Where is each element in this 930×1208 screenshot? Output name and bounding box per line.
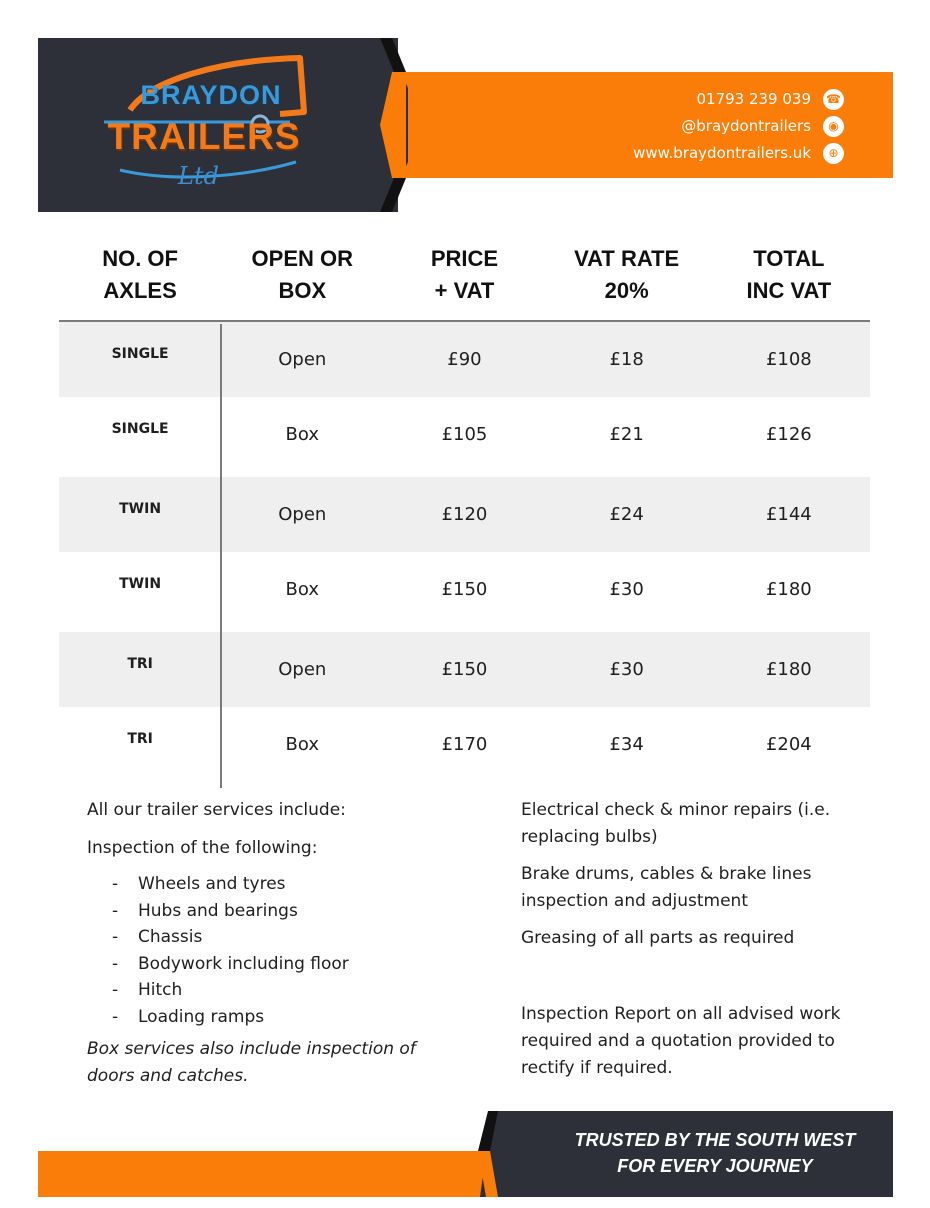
service-report: Inspection Report on all advised work required and a quotation provided to rectify if required. [521,1004,841,1078]
cell-vat: £34 [609,734,644,755]
contact-phone-row[interactable] [633,86,844,113]
table-row [59,477,870,552]
header-chevron-decoration [370,38,410,212]
cell-axles: TWIN [119,501,162,517]
table-row [59,322,870,397]
contact-social-row[interactable] [633,113,844,140]
cell-axles: SINGLE [111,421,169,437]
brand-name-line1: BRAYDON [140,80,282,110]
inspection-list [112,871,467,1030]
website-link[interactable]: www.braydontrailers.uk [633,144,811,162]
cell-total: £108 [765,349,812,370]
table-row [59,397,870,477]
list-item: - Hubs and bearings [112,900,298,921]
cell-vat: £21 [609,424,644,445]
table-header [59,240,870,322]
cell-price: £150 [441,659,488,680]
service-electrical: Electrical check & minor repairs (i.e. replacing bulbs) [521,800,831,847]
cell-total: £204 [765,734,812,755]
inspection-heading: Inspection of the following: [87,838,318,858]
list-item: - Loading ramps [112,1006,265,1027]
cell-total: £180 [765,579,812,600]
col-header-total: TOTAL INC VAT [746,246,832,303]
cell-type: Box [285,734,320,755]
cell-total: £144 [765,504,812,525]
list-item: - Hitch [112,980,183,1000]
cell-type: Open [278,504,327,525]
cell-axles: TRI [127,731,153,747]
footer-chevron-decoration [476,1111,516,1197]
col-header-vat: VAT RATE 20% [574,246,680,303]
services-intro: All our trailer services include: [87,800,346,820]
cell-vat: £30 [609,659,644,680]
footer-orange-band [38,1151,513,1197]
cell-price: £170 [441,734,488,755]
cell-total: £126 [765,424,812,445]
services-right-column [521,797,861,1082]
cell-axles: TRI [127,656,153,672]
col-header-type: OPEN OR BOX [251,246,354,303]
social-handle[interactable]: @braydontrailers [681,117,811,135]
phone-number[interactable]: 01793 239 039 [696,90,811,108]
globe-icon: ⊕ [823,143,844,164]
services-left-column [87,797,467,1090]
brand-name-line2: TRAILERS [107,116,301,157]
table-row [59,632,870,707]
service-brakes: Brake drums, cables & brake lines inspection and adjustment [521,864,812,911]
cell-price: £120 [441,504,488,525]
cell-type: Open [278,659,327,680]
phone-icon: ☎ [823,89,844,110]
cell-price: £105 [441,424,488,445]
table-column-divider [220,324,222,788]
table-row [59,707,870,787]
footer-tagline [540,1127,890,1179]
cell-price: £90 [447,349,482,370]
col-header-price: PRICE + VAT [430,246,499,303]
cell-type: Open [278,349,327,370]
service-greasing: Greasing of all parts as required [521,928,795,948]
cell-total: £180 [765,659,812,680]
brand-logo[interactable] [90,52,320,192]
list-item: - Bodywork including floor [112,953,349,974]
instagram-icon: ◉ [823,116,844,137]
price-table [59,240,870,787]
table-row [59,552,870,632]
tagline-line2: FOR EVERY JOURNEY [617,1156,813,1176]
col-header-axles: NO. OF AXLES [102,246,178,303]
brand-suffix: Ltd [178,162,219,190]
contact-website-row[interactable] [633,140,844,167]
cell-vat: £24 [609,504,644,525]
cell-axles: SINGLE [111,346,169,362]
contact-block [633,86,844,167]
cell-axles: TWIN [119,576,162,592]
cell-type: Box [285,579,320,600]
cell-price: £150 [441,579,488,600]
box-services-note: Box services also include inspection of doors and catches. [87,1039,416,1086]
cell-type: Box [285,424,320,445]
list-item: - Chassis [112,927,203,947]
cell-vat: £18 [609,349,644,370]
list-item: - Wheels and tyres [112,874,286,894]
tagline-line1: TRUSTED BY THE SOUTH WEST [574,1130,856,1150]
cell-vat: £30 [609,579,644,600]
